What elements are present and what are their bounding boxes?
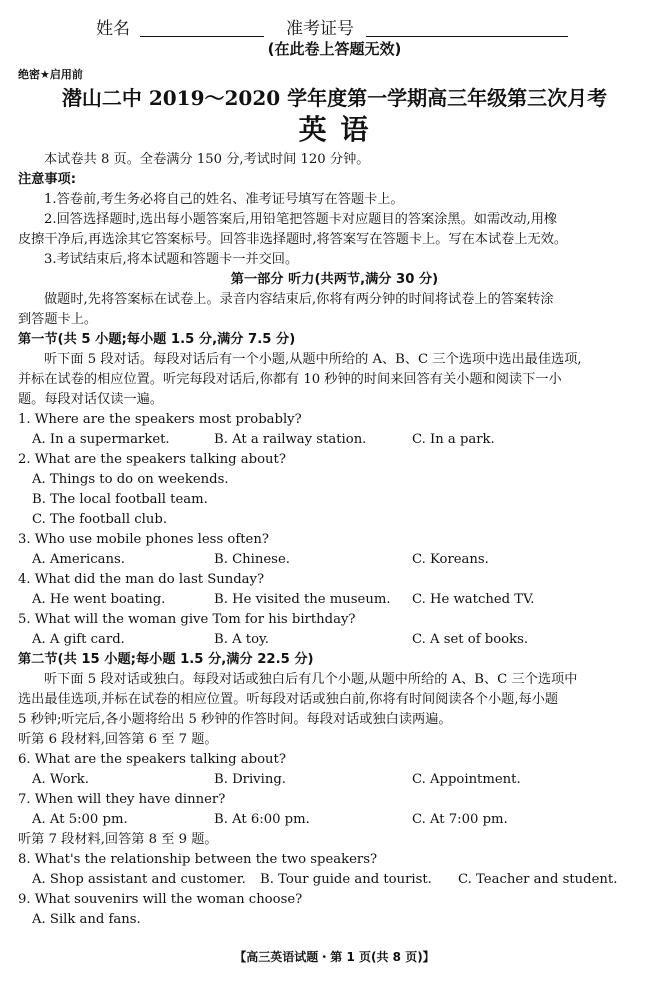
section2-instruction-line-2: 选出最佳选项,并标在试卷的相应位置。听每段对话或独白前,你将有时间阅读各个小题,每小题 <box>18 692 559 707</box>
question-2: 2. What are the speakers talking about? <box>18 452 286 467</box>
note-item-3: 3.考试结束后,将本试题和答题卡一并交回。 <box>44 252 299 267</box>
question-1-option-b: B. At a railway station. <box>214 432 367 447</box>
question-7-option-a: A. At 5:00 pm. <box>32 812 128 827</box>
section1-heading: 第一节(共 5 小题;每小题 1.5 分,满分 7.5 分) <box>18 332 296 347</box>
part1-heading: 第一部分 听力(共两节,满分 30 分) <box>230 272 439 287</box>
question-9-option-a: A. Silk and fans. <box>32 912 141 927</box>
intro-text: 本试卷共 8 页。全卷满分 150 分,考试时间 120 分钟。 <box>44 152 370 167</box>
question-2-option-c: C. The football club. <box>32 512 168 527</box>
question-3-option-a: A. Americans. <box>32 552 125 567</box>
section2-instruction-line-3: 5 秒钟;听完后,各小题将给出 5 秒钟的作答时间。每段对话或独白读两遍。 <box>18 712 452 727</box>
question-8: 8. What's the relationship between the two speakers? <box>18 852 378 867</box>
name-blank <box>140 36 264 37</box>
question-6: 6. What are the speakers talking about? <box>18 752 286 767</box>
notes-heading: 注意事项: <box>18 172 77 187</box>
question-8-option-a: A. Shop assistant and customer. <box>32 872 246 887</box>
question-5-option-a: A. A gift card. <box>32 632 125 647</box>
question-7-option-b: B. At 6:00 pm. <box>214 812 310 827</box>
question-4: 4. What did the man do last Sunday? <box>18 572 265 587</box>
page-footer: 【高三英语试题・第 1 页(共 8 页)】 <box>234 950 435 964</box>
section2-instruction-line-1: 听下面 5 段对话或独白。每段对话或独白后有几个小题,从题中所给的 A、B、C 三个选项中 <box>44 672 578 687</box>
question-3: 3. Who use mobile phones less often? <box>18 532 269 547</box>
question-6-option-b: B. Driving. <box>214 772 286 787</box>
section2-heading: 第二节(共 15 小题;每小题 1.5 分,满分 22.5 分) <box>18 652 314 667</box>
question-1: 1. Where are the speakers most probably? <box>18 412 302 427</box>
question-9: 9. What souvenirs will the woman choose? <box>18 892 303 907</box>
material-6-instruction: 听第 6 段材料,回答第 6 至 7 题。 <box>18 732 218 747</box>
candidate-info-header <box>0 14 669 40</box>
question-5-option-c: C. A set of books. <box>412 632 529 647</box>
section1-instruction-line-2: 并标在试卷的相应位置。听完每段对话后,你都有 10 秒钟的时间来回答有关小题和阅读下一小 <box>18 372 562 387</box>
note-item-1: 1.答卷前,考生务必将自己的姓名、准考证号填写在答题卡上。 <box>44 192 404 207</box>
question-8-option-c: C. Teacher and student. <box>458 872 618 887</box>
question-1-option-a: A. In a supermarket. <box>32 432 170 447</box>
question-4-option-c: C. He watched TV. <box>412 592 535 607</box>
material-7-instruction: 听第 7 段材料,回答第 8 至 9 题。 <box>18 832 218 847</box>
part1-intro-line-2: 到答题卡上。 <box>18 312 98 327</box>
question-8-option-b: B. Tour guide and tourist. <box>260 872 432 887</box>
section1-instruction-line-3: 题。每段对话仅读一遍。 <box>18 392 164 407</box>
subject-title: 英 语 <box>298 113 371 146</box>
note-item-2-line-1: 2.回答选择题时,选出每小题答案后,用铅笔把答题卡对应题目的答案涂黑。如需改动,用橡 <box>44 212 558 227</box>
question-5-option-b: B. A toy. <box>214 632 269 647</box>
question-6-option-a: A. Work. <box>32 772 89 787</box>
question-2-option-b: B. The local football team. <box>32 492 208 507</box>
question-3-option-c: C. Koreans. <box>412 552 489 567</box>
question-4-option-b: B. He visited the museum. <box>214 592 391 607</box>
question-3-option-b: B. Chinese. <box>214 552 290 567</box>
question-7: 7. When will they have dinner? <box>18 792 226 807</box>
part1-intro-line-1: 做题时,先将答案标在试卷上。录音内容结束后,你将有两分钟的时间将试卷上的答案转涂 <box>44 292 554 307</box>
name-label: 姓名 <box>96 19 130 39</box>
question-5: 5. What will the woman give Tom for his birthday? <box>18 612 356 627</box>
question-2-option-a: A. Things to do on weekends. <box>32 472 229 487</box>
invalid-notice: (在此卷上答题无效) <box>267 40 402 58</box>
confidential-mark: 绝密★启用前 <box>18 68 83 81</box>
section1-instruction-line-1: 听下面 5 段对话。每段对话后有一个小题,从题中所给的 A、B、C 三个选项中选出最佳选项, <box>44 352 582 367</box>
question-6-option-c: C. Appointment. <box>412 772 521 787</box>
question-7-option-c: C. At 7:00 pm. <box>412 812 508 827</box>
question-4-option-a: A. He went boating. <box>32 592 166 607</box>
note-item-2-line-2: 皮擦干净后,再选涂其它答案标号。回答非选择题时,将答案写在答题卡上。写在本试卷上无效。 <box>18 232 568 247</box>
exam-number-blank <box>366 36 568 37</box>
exam-title: 潜山二中 2019～2020 学年度第一学期高三年级第三次月考 <box>61 86 608 110</box>
question-1-option-c: C. In a park. <box>412 432 495 447</box>
exam-number-label: 准考证号 <box>286 19 354 39</box>
